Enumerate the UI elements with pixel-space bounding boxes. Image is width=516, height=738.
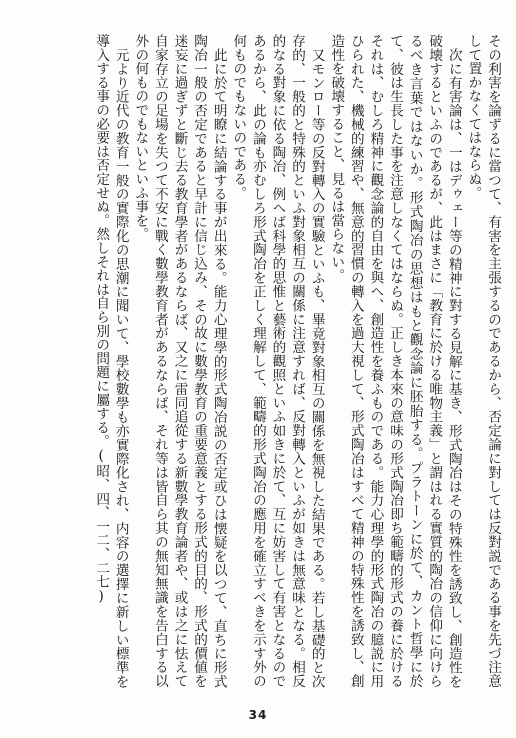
paragraph-continuation: その利害を論ずるに當つて、有害を主張するのであるから、否定論に對しては反對説である事を先づ注意して置かなくてはならぬ。 bbox=[465, 34, 501, 688]
paragraph-harmful-theory: 次に有害論は、一はデゥェー等の精神に對する見解に基き、形式陶冶はその特殊性を誘致し、創造性を破壊するといふのであるが、此はまさに「教育に於ける唯物主義」と謂はれる實質的陶冶の信仰に向けらるべき言葉ではないか。形式陶冶の思想はもと觀念論に胚胎する。プラトーンに於て、カント哲學に於て、彼は生長した事を注意しなくてはならぬ。正しき本來の意味の形式陶冶即ち範疇的形式の養に於けるそれは、むしろ精神に觀念論的自由を與へ、創造性を養ふものである。能力心理學的形式陶冶の臆説に用ひられた、機械的練習や、無意的習慣の轉入を過大視して、形式陶冶はすべて精神の特殊性を誘致し、創造性を破壊すること、見るは當らない。 bbox=[328, 34, 462, 688]
paragraph-closing: 元より近代の教育一般の實際化の思潮に聞いて、學校數學も亦實際化され、内容の選擇に新しい標準を導入する事の必要は否定せぬ。然しそれは自ら別の問題に屬する。(昭、四、一二、二七) bbox=[93, 34, 129, 688]
vertical-text-block bbox=[26, 34, 502, 688]
paragraph-conclusion: 此に於て明瞭に結論する事が出來る。能力心理學的形式陶冶説の否定或ひは懐疑を以つて、直ちに形式陶冶一般の否定であると早計に信じ込み、その故に數學教育の重要意義とする形式的目的、形式的價値を迷妄に過ぎずと斷じ去る教育學者があるならば、又之に雷同追從する新數學教育論者や、或は之に怯えて自家存立の足場を失つて不安に戰く數學教育者があるならば、それ等は皆自ら其の無知無識を告白する以外の何ものでもないといふ事を。 bbox=[132, 34, 227, 688]
paragraph-monroe-transfer: 又モンロー等の反對轉入の實驗といふも、畢竟對象相互の關係を無視した結果である。若し基礎的と次存的、一般的と特殊的といふ對象相互の關係に注意すれば、反對轉入といふが如きは無意味となる。相反的なる對象に依る陶冶、例へば科學的思惟と藝術的觀照といふ如きに於て、互に妨害して有害となるのであるから、此の論も亦むしろ形式陶冶を正しく理解して、範疇的形式陶冶の應用を確立すべきを示す外の何ものでもないのである。 bbox=[230, 34, 325, 688]
page-number: 34 bbox=[248, 708, 268, 722]
